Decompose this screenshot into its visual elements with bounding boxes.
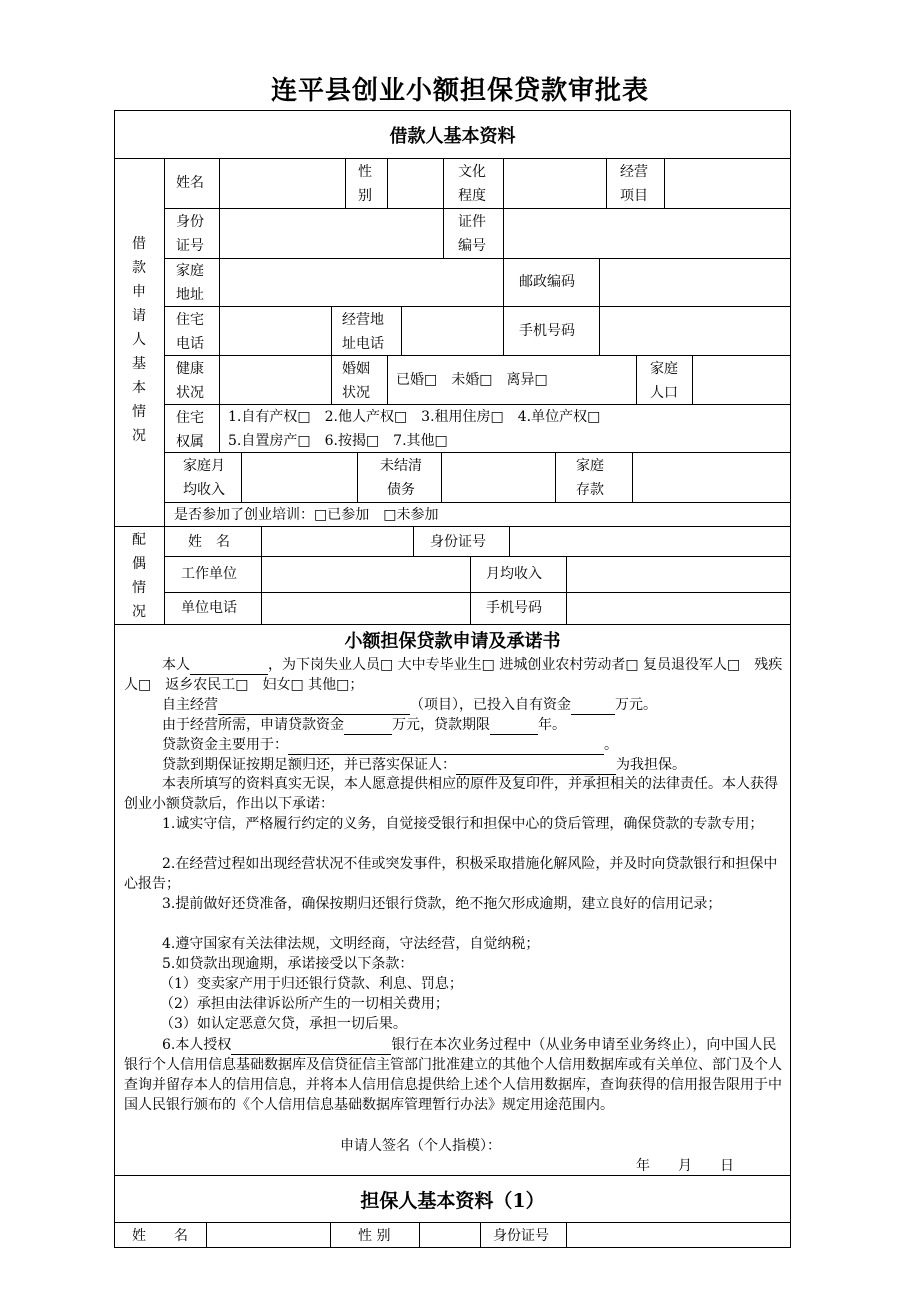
application-paragraph-1: 本人 ，为下岗失业人员□ 大中专毕业生□ 进城创业农村劳动者□ 复员退役军人□ 残疾人□ 返乡农民工□ 妇女□ 其他□； [124, 654, 784, 695]
label-id-number: 身份证号 [176, 214, 204, 254]
application-paragraph-5: 贷款到期保证按期足额归还，并已落实保证人： 为我担保。 [124, 754, 784, 775]
application-paragraph-4: 贷款资金主要用于： 。 [124, 734, 784, 755]
spouse-label-name: 姓 名 [188, 534, 230, 550]
borrower-section-header: 借款人基本资料 [389, 126, 516, 147]
commitment-5-2: （2）承担由法律诉讼所产生的一切相关费用； [160, 996, 449, 1012]
label-postcode: 邮政编码 [519, 274, 575, 290]
spouse-label-work-phone: 单位电话 [181, 600, 237, 616]
commitment-6: 6.本人授权 银行在本次业务过程中（从业务申请至业务终止），向中国人民银行个人信用信息基础数据库及信贷征信主管部门批准建立的其他个人信用数据库或有关单位、部门及个人查询并留存本人的信用信息，并将本人信用信息提供给上述个人信用数据库，查询获得的信用报告限用于中国人民银行颁布的《个人信用信息基础数据库管理暂行办法》规定用途范围内。 [124, 1034, 784, 1115]
applicant-signature-label: 申请人签名（个人指模）： [340, 1138, 501, 1154]
label-education: 文化程度 [458, 164, 486, 204]
spouse-label-income: 月均收入 [486, 566, 542, 582]
label-marital: 婚姻状况 [342, 361, 370, 401]
commitment-5-1: （1）变卖家产用于归还银行贷款、利息、罚息； [160, 976, 463, 992]
label-family-size: 家庭人口 [650, 361, 678, 401]
commitment-3: 3.提前做好还贷准备，确保按期归还银行贷款，绝不拖欠形成逾期，建立良好的信用记录； [162, 896, 722, 912]
spouse-side-label: 配偶情况 [132, 532, 146, 620]
application-paragraph-3: 由于经营所需，申请贷款资金 万元，贷款期限 年。 [124, 714, 784, 735]
signature-date: 年 月 日 [636, 1158, 734, 1174]
label-home-phone: 住宅电话 [176, 312, 204, 352]
label-business-item: 经营项目 [620, 164, 648, 204]
commitment-1: 1.诚实守信，严格履行约定的义务，自觉接受银行和担保中心的贷后管理，确保贷款的专款专用； [162, 816, 764, 832]
training-question[interactable]: 是否参加了创业培训：□已参加 □未参加 [174, 507, 439, 523]
label-savings: 家庭存款 [576, 458, 604, 498]
borrower-side-label: 借款申请人基本情况 [132, 236, 146, 444]
commitment-5-3: （3）如认定恶意欠贷，承担一切后果。 [160, 1016, 407, 1032]
commitment-5: 5.如贷款出现逾期，承诺接受以下条款： [162, 956, 414, 972]
label-home-address: 家庭地址 [176, 263, 204, 303]
spouse-label-mobile: 手机号码 [486, 600, 542, 616]
application-paragraph-6: 本表所填写的资料真实无误，本人愿意提供相应的原件及复印件，并承担相关的法律责任。本人获得创业小额贷款后，作出以下承诺： [124, 776, 778, 812]
application-header: 小额担保贷款申请及承诺书 [344, 631, 561, 652]
label-housing: 住宅权属 [176, 410, 204, 450]
label-gender: 性别 [358, 164, 372, 204]
label-name: 姓名 [176, 175, 204, 191]
guarantor-section-header: 担保人基本资料（1） [360, 1190, 545, 1212]
application-paragraph-2: 自主经营 （项目），已投入自有资金 万元。 [124, 694, 784, 715]
label-mobile: 手机号码 [519, 323, 575, 339]
label-outstanding-debt: 未结清债务 [380, 458, 422, 498]
marital-options[interactable]: 已婚□ 未婚□ 离异□ [396, 372, 548, 388]
guarantor-label-name: 姓 名 [132, 1228, 188, 1244]
commitment-2: 2.在经营过程如出现经营状况不佳或突发事件，积极采取措施化解风险，并及时向贷款银行和担保中心报告； [124, 856, 778, 892]
spouse-label-id: 身份证号 [430, 534, 486, 550]
page-title: 连平县创业小额担保贷款审批表 [270, 76, 649, 106]
label-cert-number: 证件编号 [458, 214, 486, 254]
label-health: 健康状况 [176, 361, 204, 401]
label-monthly-income: 家庭月均收入 [183, 458, 225, 498]
guarantor-label-id: 身份证号 [493, 1228, 549, 1244]
spouse-label-employer: 工作单位 [181, 566, 237, 582]
housing-options-2[interactable]: 5.自置房产□ 6.按揭□ 7.其他□ [228, 433, 448, 449]
guarantor-label-gender: 性 别 [358, 1228, 391, 1244]
housing-options-1[interactable]: 1.自有产权□ 2.他人产权□ 3.租用住房□ 4.单位产权□ [228, 409, 601, 425]
label-biz-phone: 经营地址电话 [342, 312, 384, 352]
commitment-4: 4.遵守国家有关法律法规，文明经商，守法经营，自觉纳税； [162, 936, 540, 952]
